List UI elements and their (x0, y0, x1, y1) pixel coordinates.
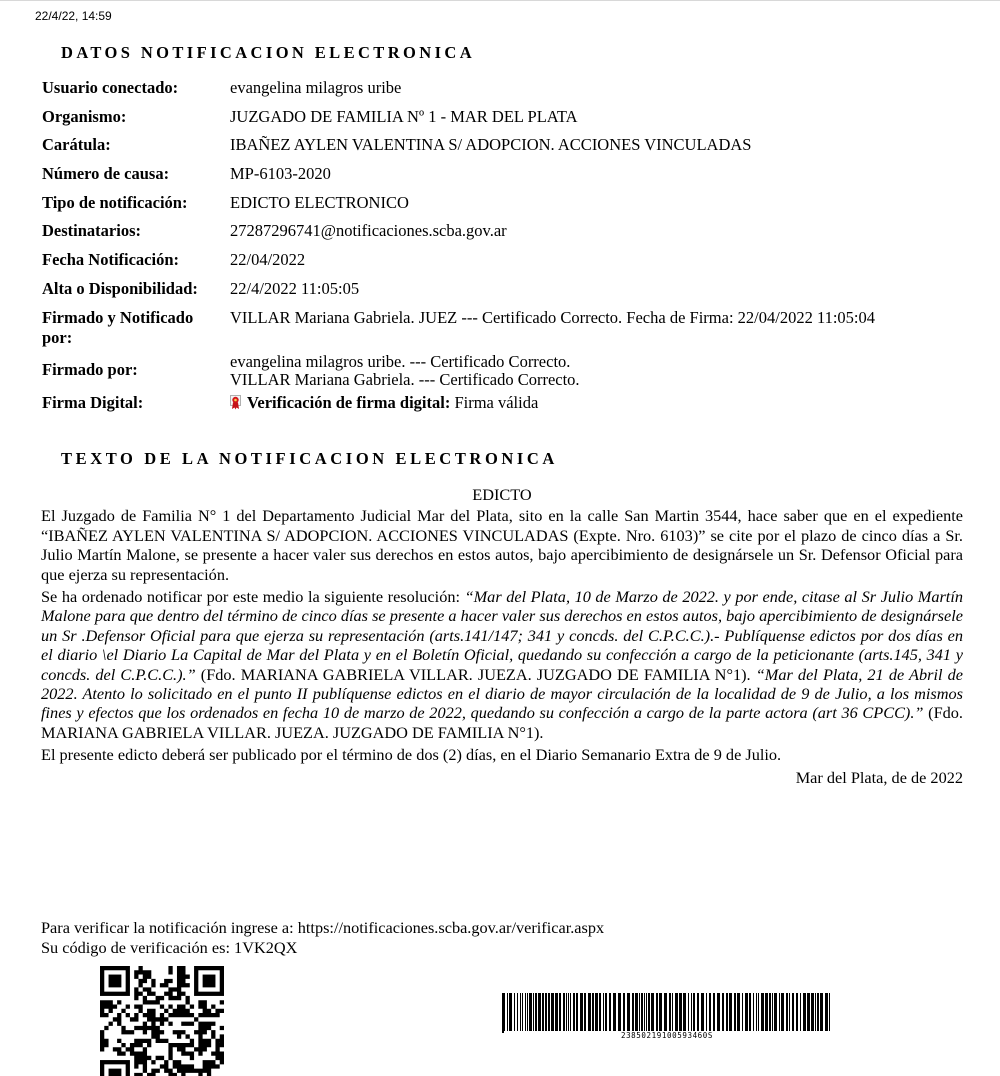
verification-info (41, 918, 604, 958)
resolution-signature-2: (Fdo. MARIANA GABRIELA VILLAR. JUEZA. JUZGADO DE FAMILIA N°1). (41, 703, 963, 742)
resolution-quote-1: “Mar del Plata, 10 de Marzo de 2022. y por ende, citase al Sr Julio Martín Malone para que dentro del término de cinco días se presente a hacer valer sus derechos en estos autos, bajo apercibimiento de designársele un Sr .Defensor Oficial para que ejerza su representación (arts.141/147; 341 y concds. del C.P.C.C.).- Publíquense edictos por dos días en el diario \el Diario La Capital de Mar del Plata y en el Boletín Oficial, quedando su confección a cargo de la peticionante (arts.145, 341 y concds. del C.P.C.C.).” (41, 587, 963, 684)
row-caratula (40, 133, 965, 162)
tipo-value: EDICTO ELECTRONICO (230, 192, 409, 212)
destinatarios-label: Destinatarios: (42, 221, 141, 241)
resolution-intro: Se ha ordenado notificar por este medio la siguiente resolución: (41, 587, 465, 607)
verification-url-line: Para verificar la notificación ingrese a: https://notificaciones.scba.gov.ar/verificar.aspx (41, 918, 605, 937)
firmado-por-label: Firmado por: (42, 360, 138, 379)
row-numero (40, 162, 965, 191)
verification-code-line: Su código de verificación es: 1VK2QX (41, 938, 298, 957)
row-destinatarios (40, 219, 965, 248)
row-organismo (40, 105, 965, 134)
firmado-por-value (228, 350, 965, 391)
page-top-border (0, 0, 1000, 1)
row-firmado-notificado (40, 306, 965, 350)
firma-digital-label: Firma Digital: (42, 392, 144, 412)
organismo-value: JUZGADO DE FAMILIA Nº 1 - MAR DEL PLATA (230, 106, 578, 126)
fecha-value: 22/04/2022 (230, 250, 306, 270)
caratula-value: IBAÑEZ AYLEN VALENTINA S/ ADOPCION. ACCIONES VINCULADAS (230, 135, 752, 155)
row-firmado-por (40, 350, 965, 391)
destinatarios-value: 27287296741@notificaciones.scba.gov.ar (230, 221, 507, 241)
firmado-notificado-value: VILLAR Mariana Gabriela. JUEZ --- Certificado Correcto. Fecha de Firma: 22/04/2022 11:05:04 (230, 307, 875, 327)
closing-date: Mar del Plata, de de 2022 (795, 767, 963, 787)
row-firma-digital (40, 391, 965, 420)
firmado-por-line-1: evangelina milagros uribe. --- Certificado Correcto. (230, 351, 571, 371)
firmado-por-line-2: VILLAR Mariana Gabriela. --- Certificado Correcto. (230, 369, 580, 389)
firma-verificacion-label: Verificación de firma digital: (247, 392, 451, 412)
row-alta (40, 277, 965, 306)
alta-label: Alta o Disponibilidad: (42, 278, 198, 298)
alta-value: 22/4/2022 11:05:05 (230, 278, 360, 298)
numero-label: Número de causa: (42, 164, 170, 184)
firma-verificacion-value: Firma válida (454, 392, 539, 412)
section-title-texto: TEXTO DE LA NOTIFICACION ELECTRONICA (61, 449, 558, 468)
edicto-paragraph-2 (41, 587, 963, 742)
barcode-number: 23850219100593460S (504, 1031, 830, 1040)
resolution-quote-2: “Mar del Plata, 21 de Abril de 2022. Atento lo solicitado en el punto II publíquense edictos en el diario de mayor circulación de la localidad de 9 de Julio, a los mismos fines y efectos que los ordenados en fecha 10 de marzo de 2022, quedando su confección a cargo de la parte actora (art 36 CPCC).” (41, 664, 963, 723)
usuario-value: evangelina milagros uribe (230, 78, 402, 97)
edicto-title: EDICTO (472, 485, 532, 504)
notification-body (41, 485, 963, 790)
row-usuario (40, 76, 965, 105)
qr-code (100, 966, 224, 1076)
notification-data-table (40, 76, 965, 419)
firma-digital-value (228, 391, 965, 420)
print-timestamp: 22/4/22, 14:59 (35, 9, 112, 23)
fecha-label: Fecha Notificación: (42, 250, 180, 270)
organismo-label: Organismo: (42, 106, 127, 126)
edicto-paragraph-3: El presente edicto deberá ser publicado por el término de dos (2) días, en el Diario Semanario Extra de 9 de Julio. (41, 745, 782, 765)
row-fecha (40, 248, 965, 277)
edicto-paragraph-1: El Juzgado de Familia N° 1 del Departamento Judicial Mar del Plata, sito en la calle San Martin 3544, hace saber que en el expediente “IBAÑEZ AYLEN VALENTINA S/ ADOPCION. ACCIONES VINCULADAS (Expte. Nro. 6103)” se cite por el plazo de cinco días a Sr. Julio Martín Malone, se presente a hacer valer sus derechos en estos autos, bajo apercibimiento de designársele un Sr. Defensor Oficial para que ejerza su representación. (41, 506, 963, 584)
section-title-datos: DATOS NOTIFICACION ELECTRONICA (61, 43, 476, 62)
resolution-signature-1: (Fdo. MARIANA GABRIELA VILLAR. JUEZA. JUZGADO DE FAMILIA N°1). (195, 664, 756, 684)
tipo-label: Tipo de notificación: (42, 192, 188, 212)
usuario-label: Usuario conectado: (42, 78, 179, 97)
numero-value: MP-6103-2020 (230, 164, 331, 184)
certificate-ribbon-icon (230, 395, 241, 410)
firmado-notificado-label: Firmado y Notificado por: (42, 307, 194, 347)
row-tipo (40, 191, 965, 220)
caratula-label: Carátula: (42, 135, 111, 155)
